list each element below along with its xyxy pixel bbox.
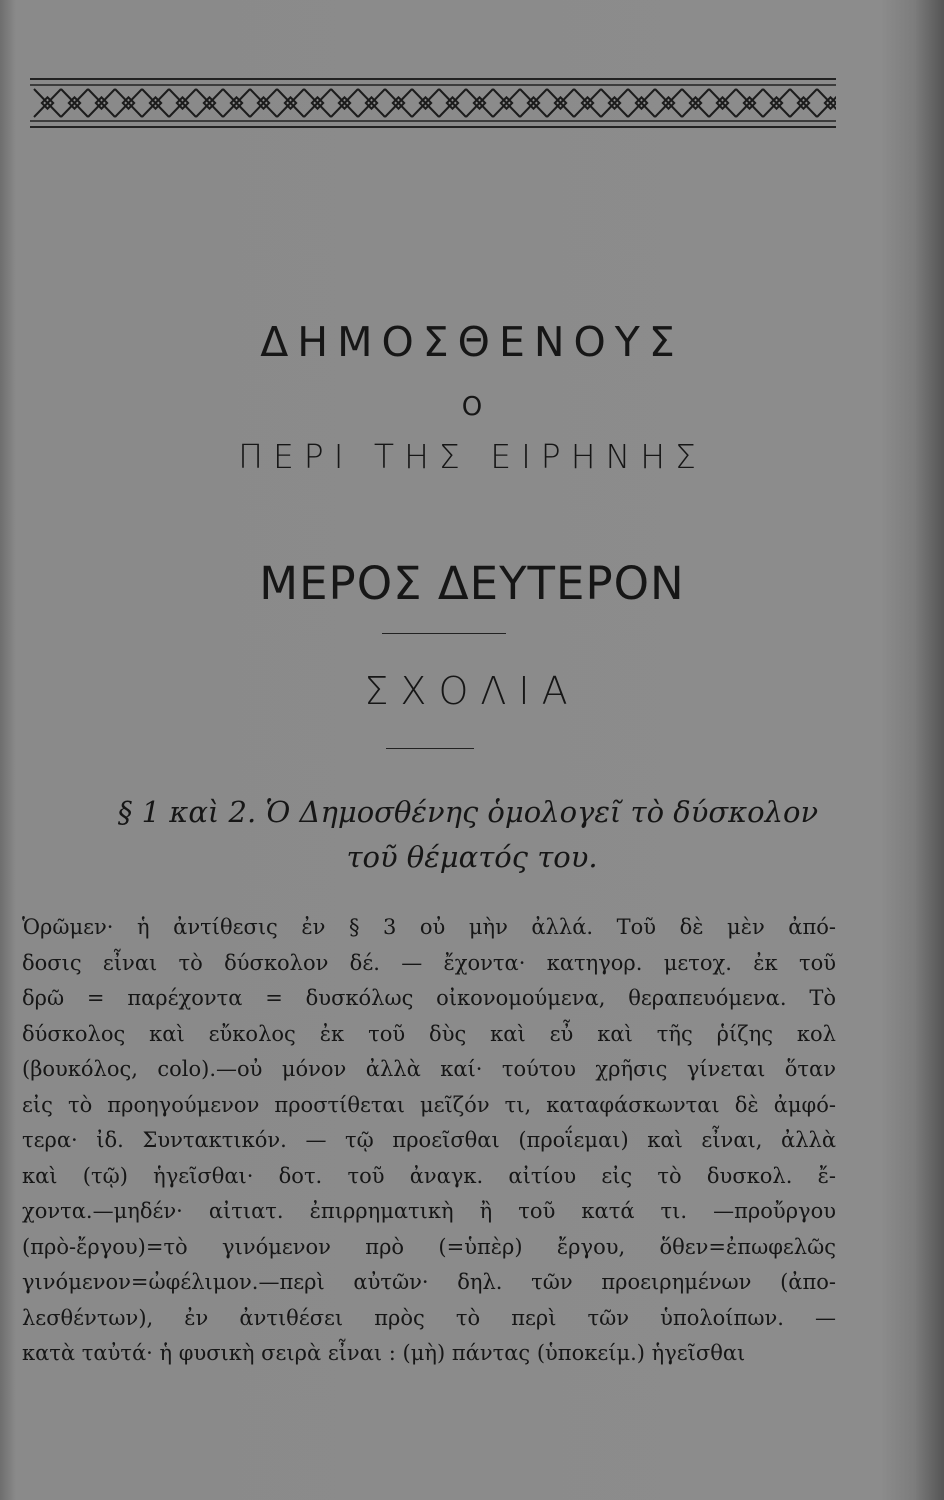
body-line: κατὰ ταὐτά· ἡ φυσικὴ σειρὰ εἶναι : (μὴ) πάντας (ὑποκείμ.) ἡγεῖσθαι [22, 1341, 746, 1365]
body-line: δοσις εἶναι τὸ δύσκολον δέ. — ἔχοντα· κατηγορ. μετοχ. ἐκ τοῦ [22, 950, 836, 975]
body-line: λεσθέντων), ἐν ἀντιθέσει πρὸς τὸ περὶ τῶν ὑπολοίπων. — [22, 1305, 836, 1330]
body-line: (πρὸ-ἔργου)=τὸ γινόμενον πρὸ (=ὑπὲρ) ἔργου, ὅθεν=ἐπωφελῶς [22, 1234, 836, 1259]
body-line: τερα· ἰδ. Συντακτικόν. — τῷ προεῖσθαι (προΐεμαι) καὶ εἶναι, ἀλλὰ [22, 1128, 836, 1152]
divider-rule [386, 748, 474, 749]
body-line: καὶ (τῷ) ἡγεῖσθαι· δοτ. τοῦ ἀναγκ. αἰτίου εἰς τὸ δυσκολ. ἔ- [22, 1163, 836, 1188]
body-line: Ὁρῶμεν· ἡ ἀντίθεσις ἐν § 3 οὐ μὴν ἀλλά. Τοῦ δὲ μὲν ἀπό- [22, 915, 836, 939]
title-author: ΔΗΜΟΣΘΕΝΟΥΣ [260, 318, 684, 366]
body-line: χοντα.—μηδέν· αἰτιατ. ἐπιρρηματικὴ ἢ τοῦ κατά τι. —προὔργου [22, 1199, 836, 1223]
body-line: γινόμενον=ὠφέλιμον.—περὶ αὐτῶν· δηλ. τῶν προειρημένων (ἀπο- [22, 1270, 836, 1294]
section-title: ΣΧΟΛΙΑ [364, 669, 580, 713]
body-line: δύσκολος καὶ εὔκολος ἐκ τοῦ δὺς καὶ εὖ καὶ τῆς ῥίζης κολ [22, 1021, 836, 1046]
title-part: ΜΕΡΟΣ ΔΕΥΤΕΡΟΝ [259, 557, 685, 610]
divider-rule [382, 633, 506, 634]
ornamental-band [30, 78, 836, 128]
book-spine-edge [916, 0, 944, 1500]
body-line: (βουκόλος, colo).—οὐ μόνον ἀλλὰ καί· τούτου χρῆσις γίνεται ὅταν [22, 1057, 836, 1081]
title-speech: ΠΕΡΙ ΤΗΣ ΕΙΡΗΝΗΣ [238, 437, 706, 476]
heading-line-1: § 1 καὶ 2. Ὁ Δημοσθένης ὁμολογεῖ τὸ δύσκολον [117, 795, 819, 829]
title-article: Ο [461, 392, 483, 422]
body-line: δρῶ = παρέχοντα = δυσκόλως οἰκονομούμενα, θεραπευόμενα. Τὸ [22, 986, 836, 1010]
body-line: εἰς τὸ προηγούμενον προστίθεται μεῖζόν τι, καταφάσκωνται δὲ ἀμφό- [22, 1092, 836, 1117]
heading-line-2: τοῦ θέματός του. [346, 840, 598, 874]
commentary-body [22, 910, 836, 1372]
